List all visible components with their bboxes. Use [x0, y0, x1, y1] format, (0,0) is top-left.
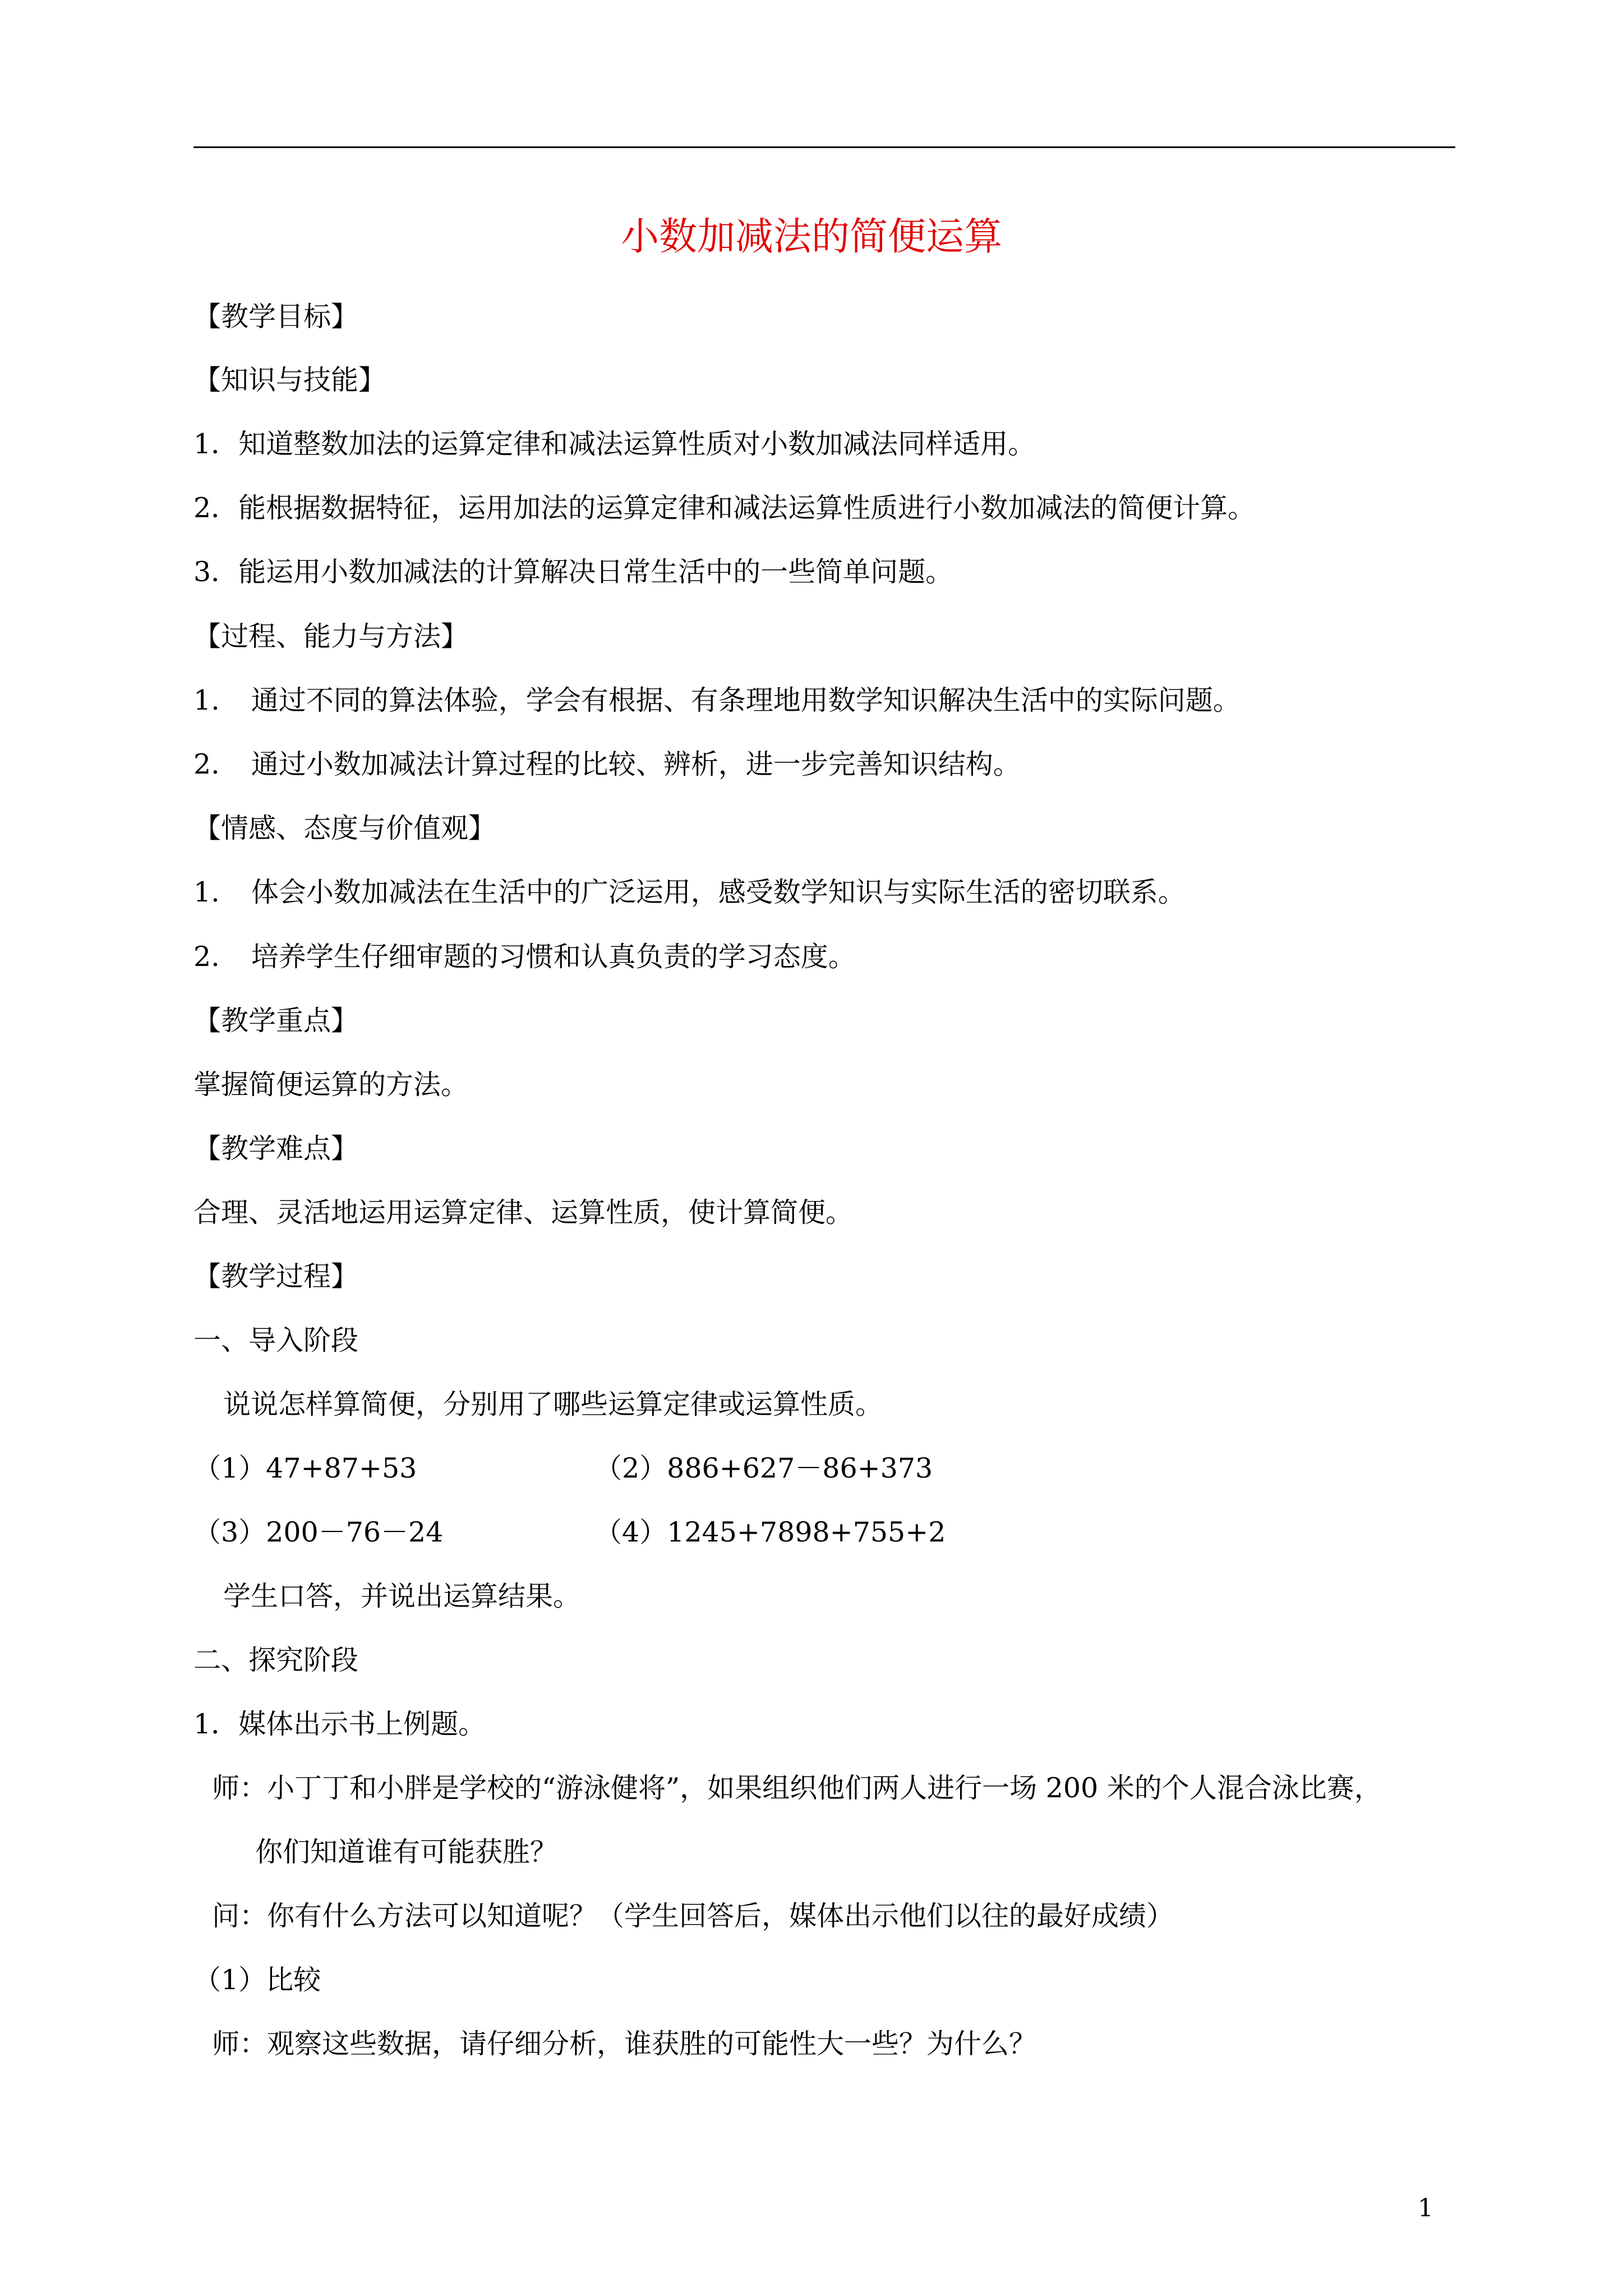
process-heading: 【过程、能力与方法】 — [193, 620, 469, 652]
emotion-heading: 【情感、态度与价值观】 — [193, 812, 496, 844]
item-text: 培养学生仔细审题的习惯和认真负责的学习态度。 — [251, 941, 856, 973]
exercise-item: （1）47+87+53 — [193, 1452, 417, 1484]
compare-label: （1）比较 — [193, 1964, 321, 1996]
knowledge-item: 3．能运用小数加减法的计算解决日常生活中的一些简单问题。 — [193, 556, 953, 588]
item-text: 体会小数加减法在生活中的广泛运用，感受数学知识与实际生活的密切联系。 — [251, 876, 1186, 908]
exercise-item: （3）200－76－24 — [193, 1516, 444, 1548]
process-item — [193, 681, 1241, 720]
knowledge-item: 1．知道整数加法的运算定律和减法运算性质对小数加减法同样适用。 — [193, 428, 1036, 460]
teacher-line: 师：观察这些数据，请仔细分析，谁获胜的可能性大一些？为什么？ — [212, 2028, 1037, 2060]
key-heading: 【教学重点】 — [193, 1005, 359, 1037]
procedure-heading: 【教学过程】 — [193, 1260, 359, 1292]
item-text: 通过小数加减法计算过程的比较、辨析，进一步完善知识结构。 — [251, 748, 1021, 780]
page-number: 1 — [1418, 2194, 1433, 2223]
key-text: 掌握简便运算的方法。 — [193, 1069, 469, 1101]
item-number: 2. — [193, 748, 220, 780]
teacher-line: 师：小丁丁和小胖是学校的“游泳健将”，如果组织他们两人进行一场 200 米的个人混合泳比赛， — [212, 1772, 1382, 1804]
exercise-item: （2）886+627－86+373 — [594, 1452, 933, 1484]
knowledge-item: 2．能根据数据特征，运用加法的运算定律和减法运算性质进行小数加减法的简便计算。 — [193, 492, 1256, 524]
page-title: 小数加减法的简便运算 — [620, 215, 1002, 259]
stage1-after: 学生口答，并说出运算结果。 — [223, 1580, 581, 1612]
emotion-item — [193, 937, 856, 977]
stage2-heading: 二、探究阶段 — [193, 1644, 359, 1676]
exercise-item: （4）1245+7898+755+2 — [594, 1516, 946, 1548]
difficulty-text: 合理、灵活地运用运算定律、运算性质，使计算简便。 — [193, 1197, 854, 1228]
teacher-line-continued: 你们知道谁有可能获胜？ — [255, 1836, 558, 1868]
item-text: 通过不同的算法体验，学会有根据、有条理地用数学知识解决生活中的实际问题。 — [251, 684, 1241, 716]
difficulty-heading: 【教学难点】 — [193, 1133, 359, 1165]
item-number: 1. — [193, 876, 220, 908]
item-number: 1. — [193, 684, 220, 716]
process-item — [193, 745, 1021, 784]
stage2-item: 1．媒体出示书上例题。 — [193, 1708, 486, 1740]
emotion-item — [193, 873, 1186, 912]
stage1-heading: 一、导入阶段 — [193, 1324, 359, 1356]
item-number: 2. — [193, 941, 220, 973]
question-line: 问：你有什么方法可以知道呢？（学生回答后，媒体出示他们以往的最好成绩） — [212, 1900, 1174, 1932]
stage1-prompt: 说说怎样算简便，分别用了哪些运算定律或运算性质。 — [223, 1388, 883, 1420]
goals-heading: 【教学目标】 — [193, 301, 359, 333]
header-rule — [193, 146, 1455, 148]
knowledge-heading: 【知识与技能】 — [193, 364, 386, 396]
